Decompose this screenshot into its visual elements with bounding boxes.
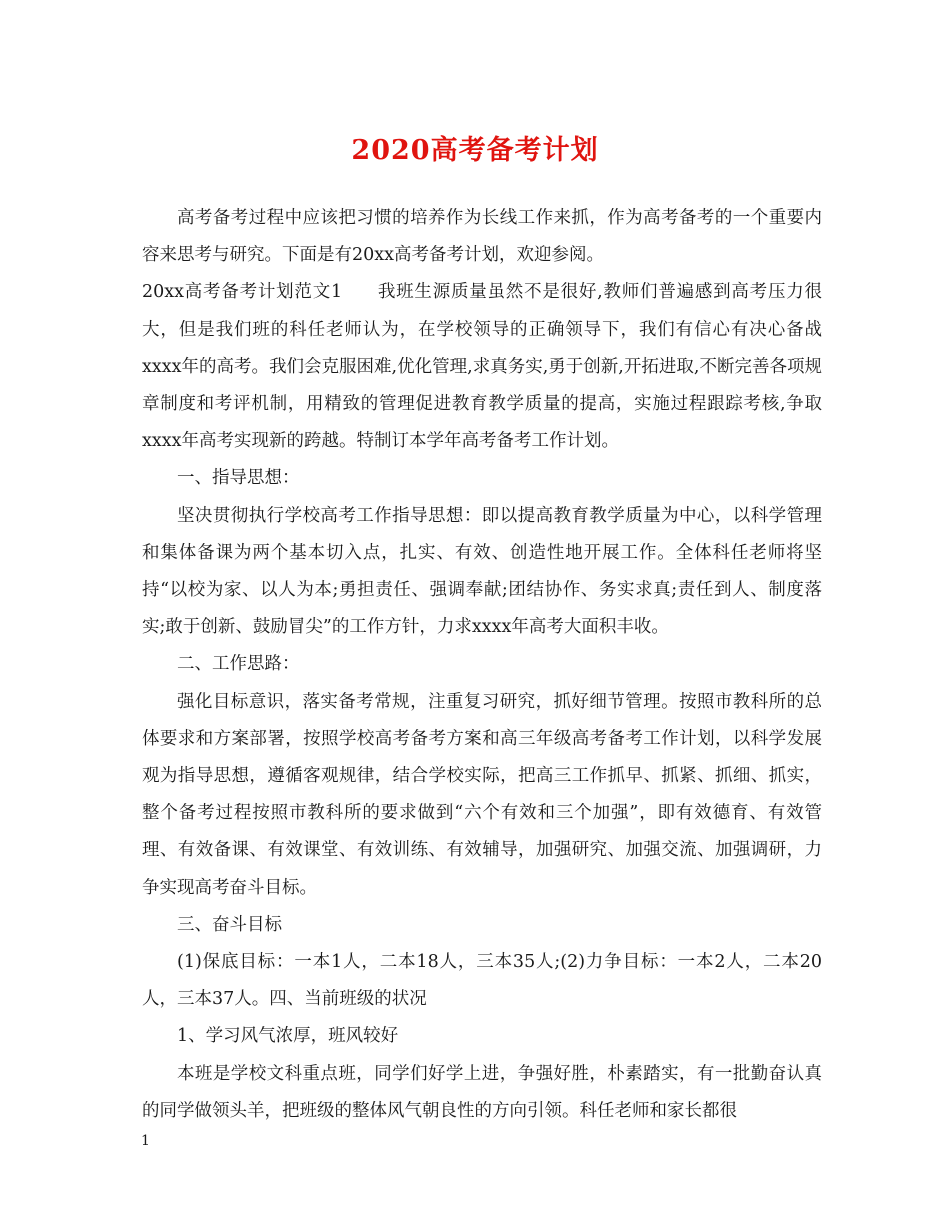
section-heading-work-approach: 二、工作思路： bbox=[177, 654, 300, 675]
section-body-guiding-ideology: 坚决贯彻执行学校高考工作指导思想：即以提高教育教学质量为中心，以科学管理和集体备课为两个基本切入点，扎实、有效、创造性地开展工作。全体科任老师将坚持“以校为家、以人为本;勇担责任、强调奉献;团结协作、务实求真;责任到人、制度落实;敢于创新、鼓励冒尖”的工作方针，力求xxxx年高考大面积丰收。 bbox=[142, 505, 822, 638]
subsection-heading-study-atmosphere: 1、学习风气浓厚，班风较好 bbox=[177, 1026, 399, 1047]
section-heading-goals: 三、奋斗目标 bbox=[177, 914, 282, 935]
section-body-goals: (1)保底目标：一本1人，二本18人，三本35人;(2)力争目标：一本2人，二本20人，三本37人。四、当前班级的状况 bbox=[142, 952, 822, 1010]
example-paragraph bbox=[142, 274, 822, 460]
example-title: 20xx高考备考计划范文1 bbox=[142, 282, 343, 303]
page-number: 1 bbox=[141, 1133, 150, 1149]
intro-paragraph: 高考备考过程中应该把习惯的培养作为长线工作来抓，作为高考备考的一个重要内容来思考与研究。下面是有20xx高考备考计划，欢迎参阅。 bbox=[142, 208, 822, 266]
section-heading-guiding-ideology: 一、指导思想： bbox=[177, 468, 300, 489]
subsection-body-study-atmosphere: 本班是学校文科重点班，同学们好学上进，争强好胜，朴素踏实，有一批勤奋认真的同学做领头羊，把班级的整体风气朝良性的方向引领。科任老师和家长都很 bbox=[142, 1063, 822, 1121]
example-intro-text: 我班生源质量虽然不是很好,教师们普遍感到高考压力很大，但是我们班的科任老师认为，在学校领导的正确领导下，我们有信心有决心备战xxxx年的高考。我们会克服困难,优化管理,求真务实,勇于创新,开拓进取,不断完善各项规章制度和考评机制，用精致的管理促进教育教学质量的提高，实施过程跟踪考核,争取xxxx年高考实现新的跨越。特制订本学年高考备考工作计划。 bbox=[142, 282, 823, 452]
document-title: 2020高考备考计划 bbox=[351, 135, 599, 166]
section-body-work-approach: 强化目标意识，落实备考常规，注重复习研究，抓好细节管理。按照市教科所的总体要求和方案部署，按照学校高考备考方案和高三年级高考备考工作计划，以科学发展观为指导思想，遵循客观规律，结合学校实际，把高三工作抓早、抓紧、抓细、抓实，整个备考过程按照市教科所的要求做到“六个有效和三个加强”，即有效德育、有效管理、有效备课、有效课堂、有效训练、有效辅导，加强研究、加强交流、加强调研，力争实现高考奋斗目标。 bbox=[142, 691, 822, 898]
document-body bbox=[142, 200, 822, 1130]
